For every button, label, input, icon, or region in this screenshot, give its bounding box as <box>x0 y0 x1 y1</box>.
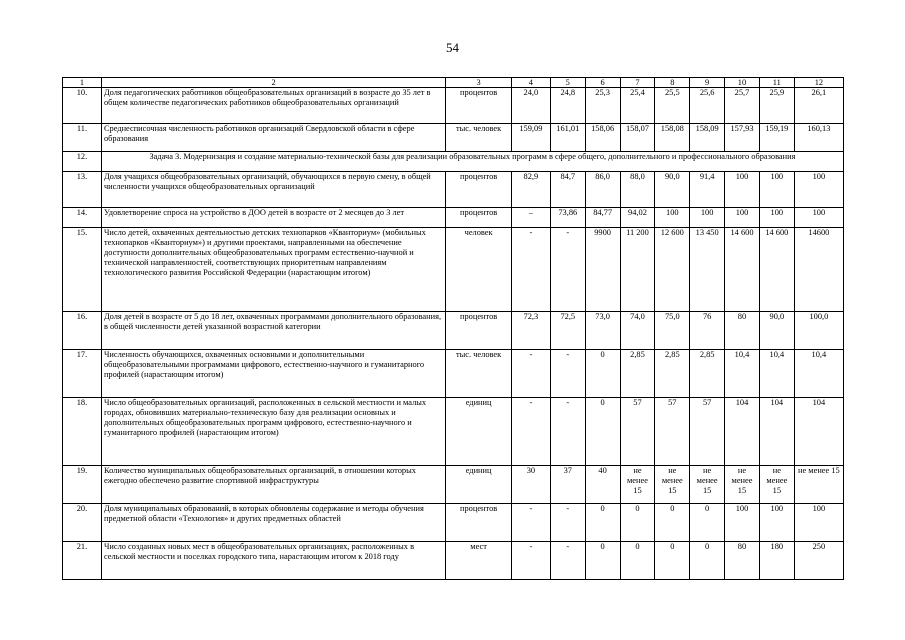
indicator-name-cell: Доля педагогических работников общеобразовательных организаций в возрасте до 35 лет в общем количестве педагогических работников общеобразовательных организаций <box>101 88 445 124</box>
value-cell: 72,3 <box>511 312 550 350</box>
column-number-cell: 11 <box>759 78 794 88</box>
row-number-cell: 15. <box>63 228 102 312</box>
row-number-cell: 20. <box>63 504 102 542</box>
value-cell: не менее 15 <box>620 466 655 504</box>
row-number-cell: 10. <box>63 88 102 124</box>
table-row <box>63 228 844 312</box>
table-row <box>63 542 844 580</box>
value-cell: 2,85 <box>655 350 690 398</box>
indicator-name-cell: Доля учащихся общеобразовательных организаций, обучающихся в первую смену, в общей численности учащихся общеобразовательных организаций <box>101 172 445 208</box>
value-cell: 159,09 <box>511 124 550 152</box>
value-cell: 0 <box>620 542 655 580</box>
value-cell: 0 <box>690 542 725 580</box>
value-cell: 75,0 <box>655 312 690 350</box>
value-cell: - <box>550 350 585 398</box>
value-cell: 157,93 <box>725 124 760 152</box>
value-cell: 104 <box>759 398 794 466</box>
indicator-name-cell: Доля детей в возрасте от 5 до 18 лет, охваченных программами дополнительного образования, в общей численности детей указанной возрастной категории <box>101 312 445 350</box>
table-row <box>63 466 844 504</box>
value-cell: 9900 <box>585 228 620 312</box>
value-cell: 57 <box>690 398 725 466</box>
value-cell: 12 600 <box>655 228 690 312</box>
table-row <box>63 208 844 228</box>
column-number-cell: 3 <box>446 78 512 88</box>
value-cell: 100 <box>759 504 794 542</box>
value-cell: 84,77 <box>585 208 620 228</box>
value-cell: 0 <box>585 350 620 398</box>
column-number-cell: 12 <box>794 78 843 88</box>
row-number-cell: 14. <box>63 208 102 228</box>
indicator-name-cell: Удовлетворение спроса на устройство в ДОО детей в возрасте от 2 месяцев до 3 лет <box>101 208 445 228</box>
unit-cell: единиц <box>446 466 512 504</box>
value-cell: 88,0 <box>620 172 655 208</box>
unit-cell: процентов <box>446 504 512 542</box>
value-cell: 100 <box>690 208 725 228</box>
column-number-cell: 6 <box>585 78 620 88</box>
value-cell: 25,4 <box>620 88 655 124</box>
value-cell: 158,09 <box>690 124 725 152</box>
page-number: 54 <box>446 40 459 55</box>
column-number-cell: 8 <box>655 78 690 88</box>
row-number-cell: 12. <box>63 152 102 172</box>
column-number-cell: 4 <box>511 78 550 88</box>
value-cell: 24,8 <box>550 88 585 124</box>
value-cell: 13 450 <box>690 228 725 312</box>
table-row <box>63 504 844 542</box>
value-cell: - <box>511 542 550 580</box>
value-cell: - <box>550 542 585 580</box>
value-cell: 100 <box>725 208 760 228</box>
value-cell: 74,0 <box>620 312 655 350</box>
table-row <box>63 398 844 466</box>
value-cell: 11 200 <box>620 228 655 312</box>
column-number-cell: 1 <box>63 78 102 88</box>
table-row <box>63 172 844 208</box>
indicator-name-cell: Число детей, охваченных деятельностью детских технопарков «Кванториум» (мобильных технопарков «Кванториум») и другими проектами, направленными на обеспечение доступности дополнительных общеобразовательных программ естественно-научной и технической направленностей, соответствующих приоритетным направлениям технологического развития Российской Федерации (нарастающим итогом) <box>101 228 445 312</box>
unit-cell: человек <box>446 228 512 312</box>
value-cell: 100 <box>655 208 690 228</box>
value-cell: 250 <box>794 542 843 580</box>
value-cell: 30 <box>511 466 550 504</box>
value-cell: 26,1 <box>794 88 843 124</box>
value-cell: 25,7 <box>725 88 760 124</box>
value-cell: 0 <box>620 504 655 542</box>
value-cell: 100 <box>794 172 843 208</box>
task-title-cell: Задача 3. Модернизация и создание материально-технической базы для реализации образовательных программ в сфере общего, дополнительного и профессионального образования <box>101 152 843 172</box>
value-cell: 84,7 <box>550 172 585 208</box>
value-cell: 158,06 <box>585 124 620 152</box>
value-cell: 100 <box>725 172 760 208</box>
value-cell: - <box>511 398 550 466</box>
value-cell: 10,4 <box>759 350 794 398</box>
row-number-cell: 11. <box>63 124 102 152</box>
value-cell: 180 <box>759 542 794 580</box>
value-cell: 40 <box>585 466 620 504</box>
value-cell: 0 <box>690 504 725 542</box>
value-cell: не менее 15 <box>759 466 794 504</box>
row-number-cell: 18. <box>63 398 102 466</box>
value-cell: 100 <box>759 172 794 208</box>
value-cell: 25,3 <box>585 88 620 124</box>
indicator-name-cell: Среднесписочная численность работников организаций Свердловской области в сфере образования <box>101 124 445 152</box>
value-cell: 0 <box>585 504 620 542</box>
column-number-cell: 2 <box>101 78 445 88</box>
value-cell: 100 <box>794 504 843 542</box>
value-cell: 0 <box>585 542 620 580</box>
value-cell: 14600 <box>794 228 843 312</box>
indicator-name-cell: Число созданных новых мест в общеобразовательных организациях, расположенных в сельской местности и поселках городского типа, нарастающим итогом к 2018 году <box>101 542 445 580</box>
value-cell: - <box>550 228 585 312</box>
value-cell: - <box>511 350 550 398</box>
value-cell: 24,0 <box>511 88 550 124</box>
row-number-cell: 21. <box>63 542 102 580</box>
value-cell: 14 600 <box>759 228 794 312</box>
indicator-name-cell: Количество муниципальных общеобразовательных организаций, в отношении которых ежегодно обеспечено развитие спортивной инфраструктуры <box>101 466 445 504</box>
value-cell: 57 <box>655 398 690 466</box>
value-cell: 2,85 <box>690 350 725 398</box>
value-cell: не менее 15 <box>725 466 760 504</box>
value-cell: - <box>511 504 550 542</box>
value-cell: 2,85 <box>620 350 655 398</box>
value-cell: – <box>511 208 550 228</box>
value-cell: - <box>511 228 550 312</box>
value-cell: 0 <box>655 504 690 542</box>
value-cell: 100,0 <box>794 312 843 350</box>
table-row <box>63 350 844 398</box>
value-cell: 158,08 <box>655 124 690 152</box>
value-cell: 160,13 <box>794 124 843 152</box>
value-cell: 86,0 <box>585 172 620 208</box>
indicator-name-cell: Число общеобразовательных организаций, расположенных в сельской местности и малых городах, обновивших материально-техническую базу для реализации основных и дополнительных общеобразовательных программ цифрового, естественно-научного и гуманитарного профилей (нарастающим итогом) <box>101 398 445 466</box>
value-cell: 25,9 <box>759 88 794 124</box>
value-cell: 159,19 <box>759 124 794 152</box>
value-cell: 94,02 <box>620 208 655 228</box>
value-cell: - <box>550 504 585 542</box>
column-number-cell: 7 <box>620 78 655 88</box>
value-cell: 90,0 <box>655 172 690 208</box>
value-cell: 10,4 <box>794 350 843 398</box>
value-cell: 73,86 <box>550 208 585 228</box>
value-cell: 14 600 <box>725 228 760 312</box>
column-number-cell: 10 <box>725 78 760 88</box>
indicator-name-cell: Доля муниципальных образований, в которых обновлены содержание и методы обучения предметной области «Технология» и других предметных областей <box>101 504 445 542</box>
table-row <box>63 312 844 350</box>
value-cell: 73,0 <box>585 312 620 350</box>
table-row <box>63 88 844 124</box>
value-cell: 0 <box>655 542 690 580</box>
unit-cell: процентов <box>446 312 512 350</box>
value-cell: 57 <box>620 398 655 466</box>
value-cell: - <box>550 398 585 466</box>
value-cell: 72,5 <box>550 312 585 350</box>
value-cell: не менее 15 <box>690 466 725 504</box>
unit-cell: процентов <box>446 172 512 208</box>
value-cell: 37 <box>550 466 585 504</box>
indicator-name-cell: Численность обучающихся, охваченных основными и дополнительными общеобразовательными программами цифрового, естественно-научного и гуманитарного профилей (нарастающим итогом) <box>101 350 445 398</box>
value-cell: не менее 15 <box>794 466 843 504</box>
unit-cell: тыс. человек <box>446 124 512 152</box>
indicators-table <box>62 77 844 580</box>
value-cell: 104 <box>794 398 843 466</box>
value-cell: 82,9 <box>511 172 550 208</box>
row-number-cell: 17. <box>63 350 102 398</box>
value-cell: 80 <box>725 542 760 580</box>
row-number-cell: 19. <box>63 466 102 504</box>
value-cell: 25,5 <box>655 88 690 124</box>
unit-cell: процентов <box>446 208 512 228</box>
value-cell: 100 <box>794 208 843 228</box>
value-cell: 90,0 <box>759 312 794 350</box>
value-cell: не менее 15 <box>655 466 690 504</box>
value-cell: 158,07 <box>620 124 655 152</box>
table-row <box>63 124 844 152</box>
value-cell: 76 <box>690 312 725 350</box>
value-cell: 100 <box>725 504 760 542</box>
unit-cell: единиц <box>446 398 512 466</box>
unit-cell: тыс. человек <box>446 350 512 398</box>
table-header-row <box>63 78 844 88</box>
value-cell: 91,4 <box>690 172 725 208</box>
column-number-cell: 9 <box>690 78 725 88</box>
unit-cell: процентов <box>446 88 512 124</box>
task-row <box>63 152 844 172</box>
column-number-cell: 5 <box>550 78 585 88</box>
value-cell: 80 <box>725 312 760 350</box>
value-cell: 0 <box>585 398 620 466</box>
value-cell: 10,4 <box>725 350 760 398</box>
row-number-cell: 13. <box>63 172 102 208</box>
value-cell: 100 <box>759 208 794 228</box>
value-cell: 161,01 <box>550 124 585 152</box>
value-cell: 104 <box>725 398 760 466</box>
row-number-cell: 16. <box>63 312 102 350</box>
table-body <box>63 78 844 580</box>
unit-cell: мест <box>446 542 512 580</box>
value-cell: 25,6 <box>690 88 725 124</box>
